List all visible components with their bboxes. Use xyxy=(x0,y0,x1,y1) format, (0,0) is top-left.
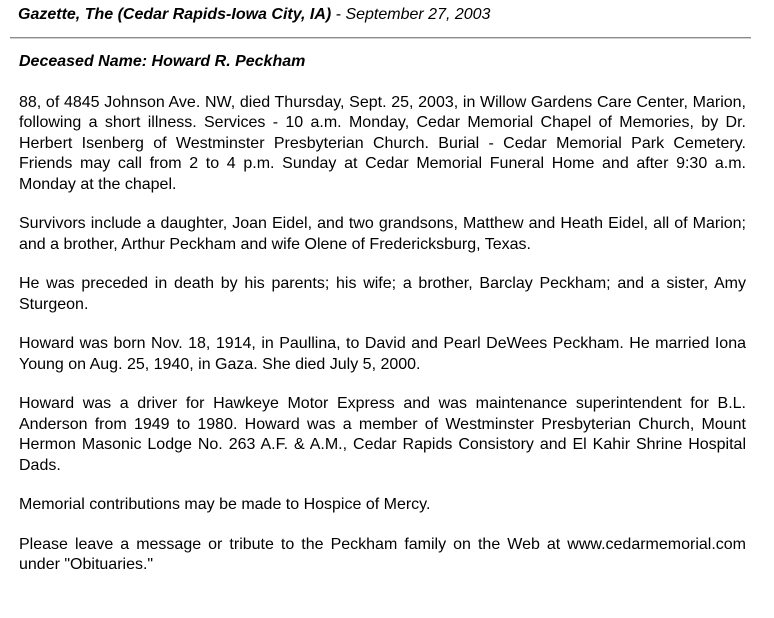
obituary-paragraph-tribute: Please leave a message or tribute to the Peckham family on the Web at www.cedarmemorial.com under "Obituaries." xyxy=(19,535,746,573)
obituary-paragraph-birth-marriage: Howard was born Nov. 18, 1914, in Paullina, to David and Pearl DeWees Peckham. He married Iona Young on Aug. 25, 1940, in Gaza. She died July 5, 2000. xyxy=(19,335,746,373)
publication-date: September 27, 2003 xyxy=(345,6,491,23)
obituary-paragraph-preceded: He was preceded in death by his parents; his wife; a brother, Barclay Peckham; and a sister, Amy Sturgeon. xyxy=(19,275,746,313)
obituary-paragraph-death-services: 88, of 4845 Johnson Ave. NW, died Thursday, Sept. 25, 2003, in Willow Gardens Care Center, Marion, following a short illness. Services - 10 a.m. Monday, Cedar Memorial Chapel of Memories, by Dr. Herbert Isenberg of Westminster Presbyterian Church. Burial - Cedar Memorial Park Cemetery. Friends may call from 2 to 4 p.m. Sunday at Cedar Memorial Funeral Home and after 9:30 a.m. Monday at the chapel. xyxy=(19,93,746,193)
obituary-body xyxy=(19,52,746,595)
obituary-paragraph-career: Howard was a driver for Hawkeye Motor Express and was maintenance superintendent for B.L. Anderson from 1949 to 1980. Howard was a member of Westminster Presbyterian Church, Mount Hermon Masonic Lodge No. 263 A.F. & A.M., Cedar Rapids Consistory and El Kahir Shrine Hospital Dads. xyxy=(19,395,746,474)
deceased-name: Deceased Name: Howard R. Peckham xyxy=(19,53,306,70)
obituary-paragraph-survivors: Survivors include a daughter, Joan Eidel, and two grandsons, Matthew and Heath Eidel, all of Marion; and a brother, Arthur Peckham and wife Olene of Fredericksburg, Texas. xyxy=(19,215,746,253)
publication-name: Gazette, The (Cedar Rapids-Iowa City, IA) xyxy=(18,6,332,23)
header-separator: - xyxy=(331,6,346,23)
obituary-paragraph-memorials: Memorial contributions may be made to Hospice of Mercy. xyxy=(19,496,431,513)
header-divider xyxy=(10,37,751,39)
source-header xyxy=(18,6,490,24)
